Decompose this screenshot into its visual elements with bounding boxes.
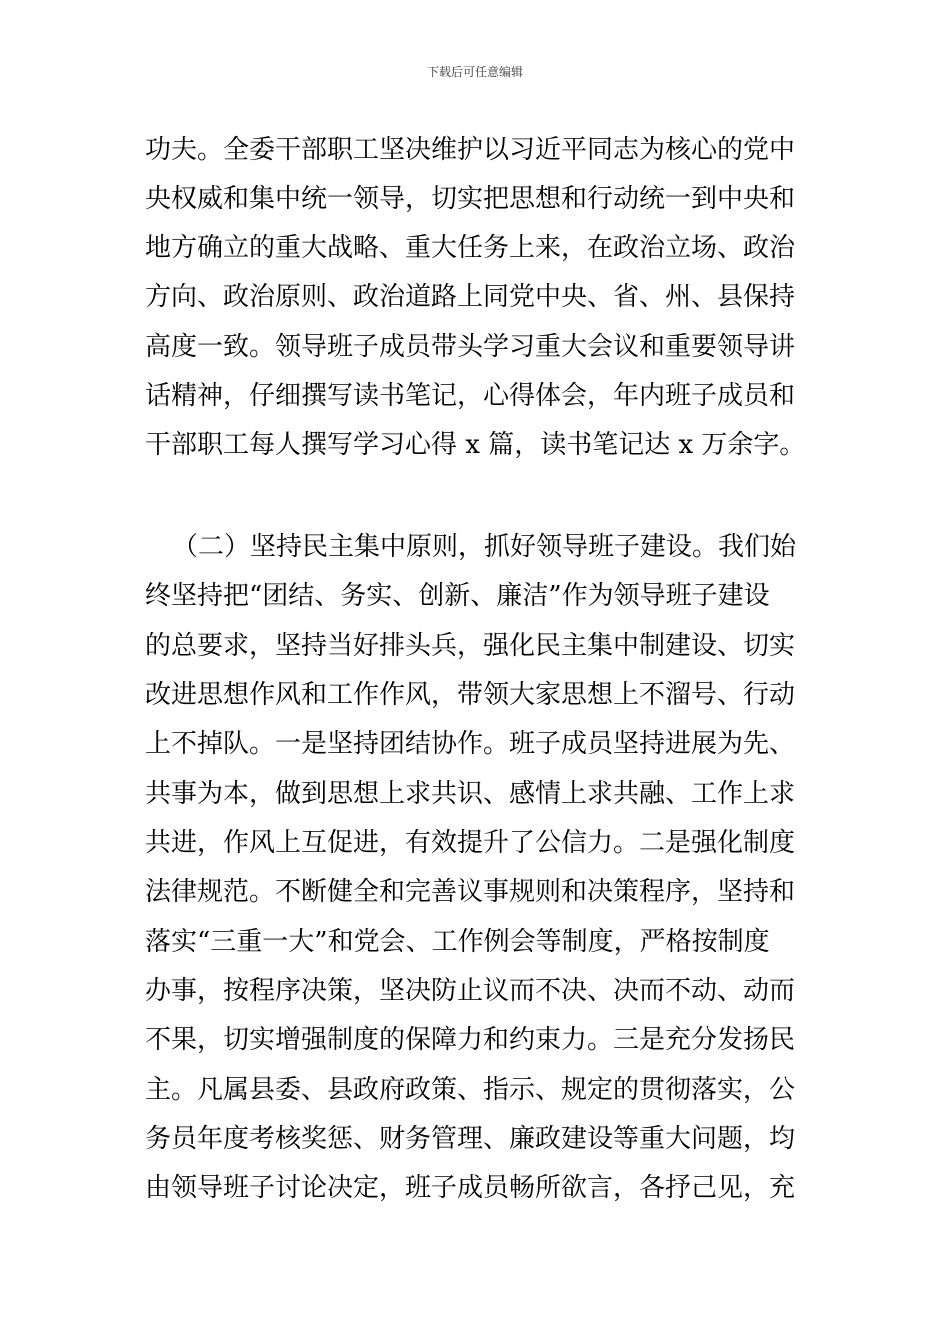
text-line: 上不掉队。一是坚持团结协作。班子成员坚持进展为先、 [145, 729, 796, 759]
text-line: 落实“三重一大”和党会、工作例会等制度，严格按制度 [145, 927, 770, 957]
text-line: 法律规范。不断健全和完善议事规则和决策程序，坚持和 [145, 877, 796, 907]
text-line: 功夫。全委干部职工坚决维护以习近平同志为核心的党中 [145, 135, 796, 165]
text-line: 不果，切实增强制度的保障力和约束力。三是充分发扬民 [145, 1025, 796, 1055]
page-header: 下载后可任意编辑 [426, 65, 523, 79]
text-line: 终坚持把“团结、务实、创新、廉洁”作为领导班子建设 [145, 581, 770, 611]
text-line: 务员年度考核奖惩、财务管理、廉政建设等重大问题，均 [145, 1124, 796, 1154]
text-line: 央权威和集中统一领导，切实把思想和行动统一到中央和 [145, 184, 796, 214]
text-line: 干部职工每人撰写学习心得 x 篇，读书笔记达 x 万余字。 [145, 430, 806, 460]
text-line: （二）坚持民主集中原则，抓好领导班子建设。我们始 [172, 532, 797, 562]
text-line: 办事，按程序决策，坚决防止议而不决、决而不动、动而 [145, 976, 796, 1006]
text-line: 由领导班子讨论决定，班子成员畅所欲言，各抒己见，充 [145, 1173, 796, 1203]
text-line: 主。凡属县委、县政府政策、指示、规定的贯彻落实，公 [145, 1075, 796, 1105]
text-line: 方向、政治原则、政治道路上同党中央、省、州、县保持 [145, 282, 796, 312]
text-line: 共进，作风上互促进，有效提升了公信力。二是强化制度 [145, 828, 796, 858]
text-line: 高度一致。领导班子成员带头学习重大会议和重要领导讲 [145, 332, 796, 362]
text-line: 地方确立的重大战略、重大任务上来，在政治立场、政治 [145, 233, 796, 263]
text-line: 共事为本，做到思想上求共识、感情上求共融、工作上求 [145, 779, 796, 809]
text-line: 的总要求，坚持当好排头兵，强化民主集中制建设、切实 [145, 631, 796, 661]
text-line: 改进思想作风和工作作风，带领大家思想上不溜号、行动 [145, 680, 796, 710]
text-line: 话精神，仔细撰写读书笔记，心得体会，年内班子成员和 [145, 381, 796, 411]
